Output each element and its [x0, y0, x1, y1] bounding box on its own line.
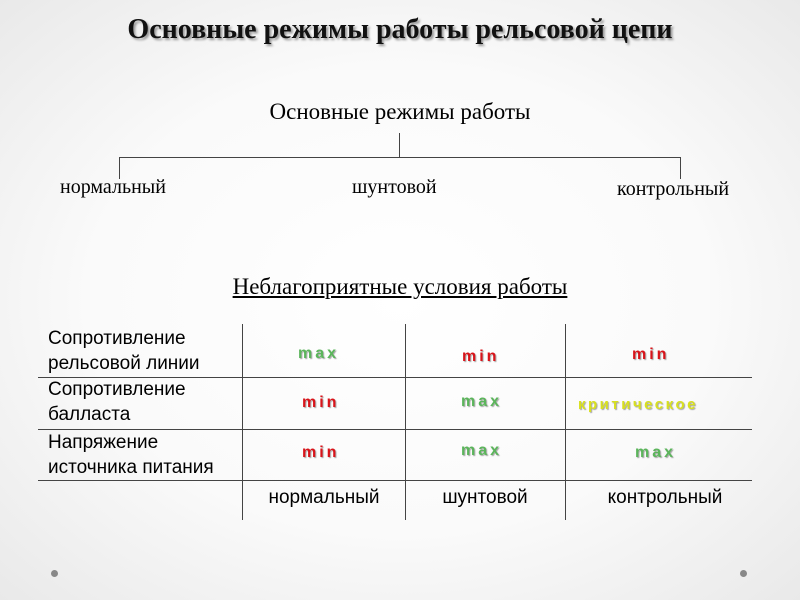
- slide-title: Основные режимы работы рельсовой цепи: [127, 14, 673, 45]
- tree-stem-line: [399, 133, 400, 158]
- cell-r1-c3: min: [632, 346, 670, 363]
- cell-r1-c1: max: [298, 345, 340, 362]
- table-hline-3: [38, 480, 752, 481]
- mode-shunt: шунтовой: [352, 176, 437, 198]
- cell-r2-c1: min: [302, 394, 340, 411]
- mode-control: контрольный: [617, 178, 730, 200]
- tree-right-drop-line: [680, 157, 681, 179]
- column-footer-control: контрольный: [607, 487, 723, 508]
- column-footer-normal: нормальный: [268, 487, 380, 508]
- slide-corner-dot-right: [740, 570, 747, 577]
- cell-r3-c1: min: [302, 444, 340, 461]
- section-title: Неблагоприятные условия работы: [232, 274, 568, 299]
- cell-r2-c3: критическое: [578, 396, 698, 413]
- row-label-rail-resistance: Сопротивление рельсовой линии: [48, 328, 200, 374]
- cell-r3-c3: max: [635, 444, 677, 461]
- cell-r2-c2: max: [461, 393, 503, 410]
- cell-r1-c2: min: [462, 348, 500, 365]
- cell-r3-c2: max: [461, 442, 503, 459]
- diagram-root-label: Основные режимы работы: [269, 99, 531, 124]
- tree-horizontal-line: [119, 157, 681, 158]
- row-label-supply-voltage: Напряжение источника питания: [48, 432, 214, 478]
- column-footer-shunt: шунтовой: [442, 487, 528, 508]
- slide-corner-dot-left: [51, 570, 58, 577]
- row-label-ballast-resistance: Сопротивление балласта: [48, 379, 186, 425]
- mode-normal: нормальный: [60, 176, 166, 198]
